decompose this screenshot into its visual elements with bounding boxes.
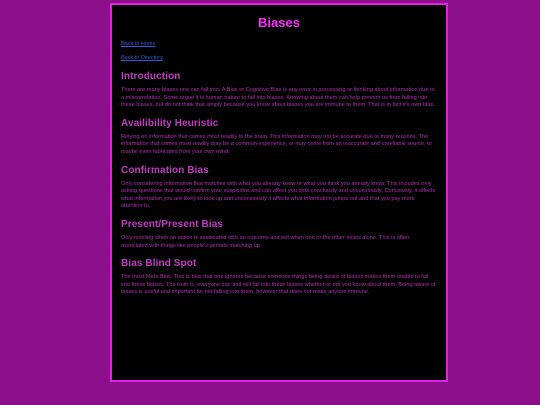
section-introduction [121,70,437,110]
section-heading: Bias Blind Spot [121,258,197,270]
section-availability-heuristic [121,117,437,157]
section-body: The most Meta Bias. This is bias that one ignores because someone things being aware of biases makes them unable to fall into these biases. The truth is, everyone can and will fall into these biases whether or not you know about them. Being aware of biases is useful and important for not falling into them, however that does not make anyone immune. [121,274,436,296]
section-present-present-bias [121,218,437,250]
section-heading: Availibility Heuristic [121,117,219,129]
section-heading: Confirmation Bias [121,164,209,176]
section-body: Only considering information that matches with what you already know or what you think you already know. This includes only asking questions that would confirm your suspicions and can affect you both conciously and unconsiously. Conciously, it affects what information you are likely to look up and unconsiously it affects what information jumps out and that you pay more attention to. [121,180,436,210]
page-title: Biases [258,15,300,30]
section-body: There are many biases one can fall into. A Bias or Cognitive Bias is any error in processing or thinking about information due to a miscorrelation. Some argue it is human nature to fall into biases. Knowing about them can help prevent us from falling into these biases, but do not think that simply because you know about biases you are immune to them. That is in fact it's own bias. [121,87,435,109]
content-panel [110,3,448,382]
section-confirmation-bias [121,164,437,211]
section-body: Only noticing when an action is associated with an outcome and not when one or the other exists alone. This is often associated with things like people's periods matching up. [121,234,410,249]
section-body: Relying on information that comes most readily to the brain. This information may not be accurate due to many reasons. The information that comes most readily may be a common experience, or may come from an inaccurate and unreliable source, or maybe even fabricated from your own mind. [121,133,433,155]
back-to-directory-link[interactable]: Back to Directory [121,55,163,61]
section-bias-blind-spot [121,257,437,297]
section-heading: Introduction [121,71,181,82]
back-to-home-link[interactable]: Back to Home [121,41,156,47]
section-heading: Present/Present Bias [121,218,224,230]
